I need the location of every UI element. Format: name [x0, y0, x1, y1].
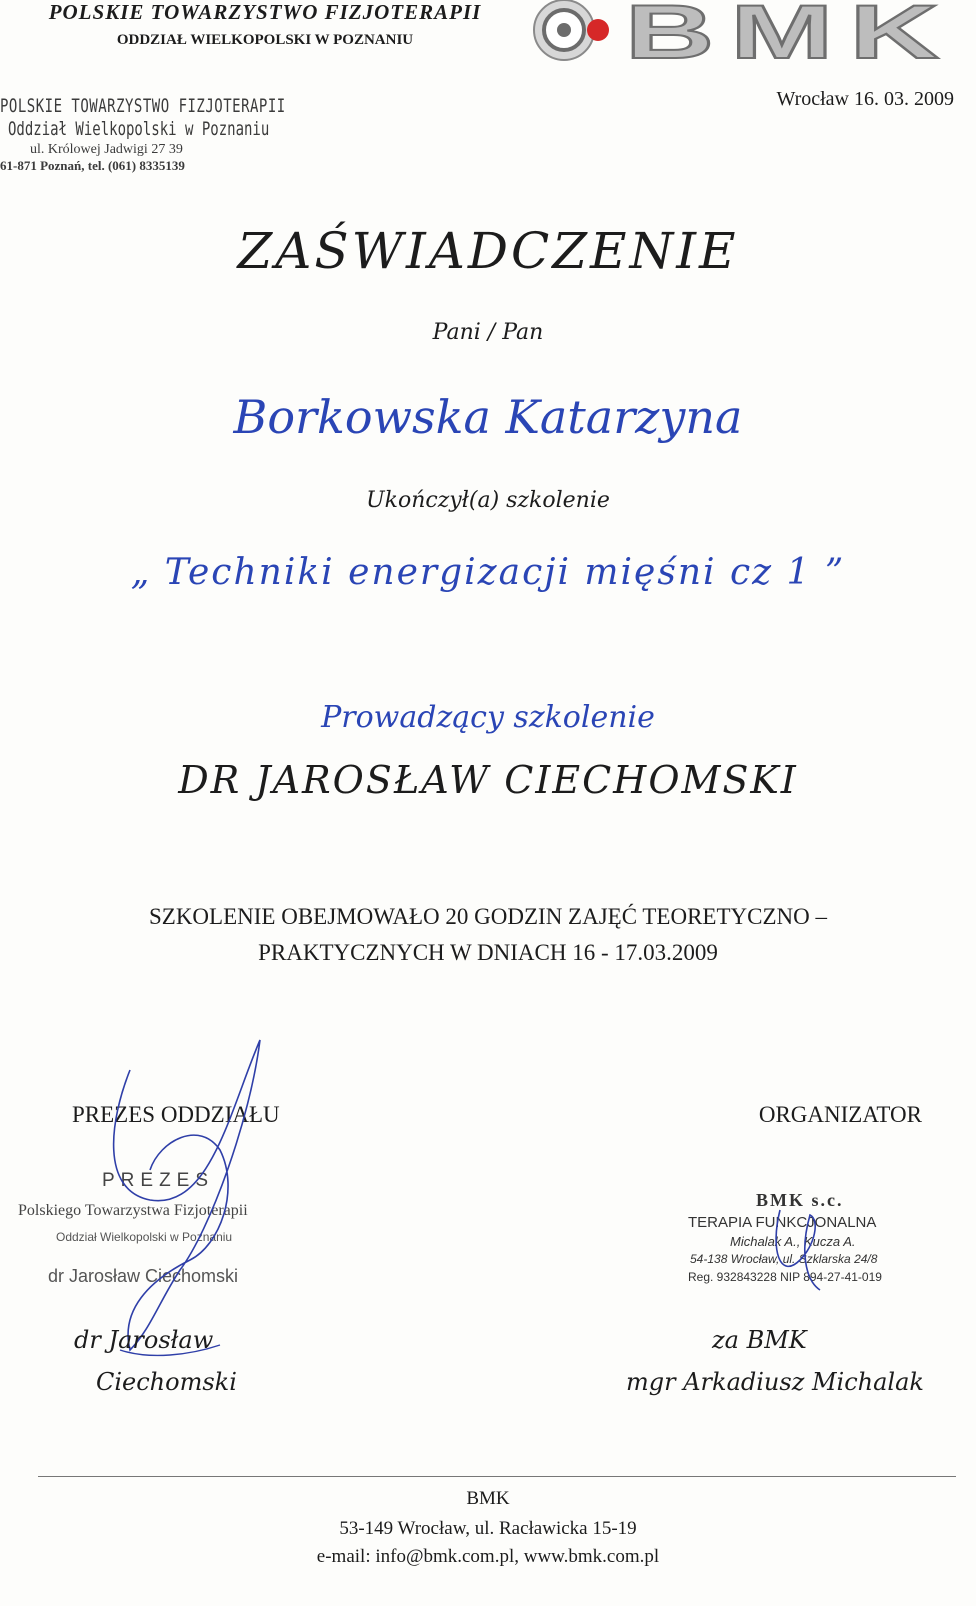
right-signatory-name: mgr Arkadiusz Michalak [626, 1368, 924, 1396]
footer-company: BMK [466, 1488, 510, 1509]
salutation: Pani / Pan [432, 320, 544, 345]
stamp-line: ul. Królowej Jadwigi 27 39 [30, 142, 183, 157]
issue-date: Wrocław 16. 03. 2009 [776, 88, 954, 110]
stamp-line: Oddział Wielkopolski w Poznaniu [56, 1230, 233, 1244]
logo-target-icon [534, 0, 609, 60]
handwritten-signature [90, 1030, 290, 1370]
footer-divider [38, 1476, 956, 1477]
training-info-line: SZKOLENIE OBEJMOWAŁO 20 GODZIN ZAJĘĆ TEORETYCZNO – [148, 904, 828, 929]
stamp-line: dr Jarosław Ciechomski [48, 1266, 239, 1286]
organization-stamp [0, 96, 286, 174]
logo-wordmark [625, 0, 955, 72]
stamp-line: Reg. 932843228 NIP 894-27-41-019 [688, 1270, 882, 1284]
completion-text: Ukończył(a) szkolenie [366, 488, 610, 513]
left-signatory-name: Ciechomski [96, 1368, 237, 1396]
right-signatory-name: za BMK [712, 1326, 807, 1354]
trainer-name: DR JAROSŁAW CIECHOMSKI [178, 758, 798, 802]
stamp-line: 61-871 Poznań, tel. (061) 8335139 [0, 158, 185, 173]
footer-contact: e-mail: info@bmk.com.pl, www.bmk.com.pl [316, 1546, 660, 1567]
footer-address: 53-149 Wrocław, ul. Racławicka 15-19 [339, 1518, 637, 1539]
training-info-line: PRAKTYCZNYCH W DNIACH 16 - 17.03.2009 [258, 940, 718, 965]
stamp-line: Michalak A., Kucza A. [730, 1234, 856, 1249]
stamp-line: PREZES [102, 1170, 215, 1191]
stamp-line: Oddział Wielkopolski w Poznaniu [8, 119, 270, 141]
stamp-line: 54-138 Wrocław, ul. Szklarska 24/8 [690, 1252, 878, 1266]
right-signatory-role: ORGANIZATOR [758, 1102, 922, 1127]
stamp-line: POLSKIE TOWARZYSTWO FIZJOTERAPII [0, 96, 286, 118]
stamp-line: Polskiego Towarzystwa Fizjoterapii [18, 1202, 248, 1219]
organization-title: POLSKIE TOWARZYSTWO FIZJOTERAPII [48, 0, 482, 24]
certificate-title: ZAŚWIADCZENIE [237, 222, 739, 280]
stamp-line: TERAPIA FUNKCJONALNA [688, 1214, 877, 1231]
organization-branch: ODDZIAŁ WIELKOPOLSKI W POZNANIU [116, 32, 414, 48]
handwritten-initials [760, 1190, 840, 1300]
left-signatory-name: dr Jarosław [74, 1326, 214, 1354]
trainer-label: Prowadzący szkolenie [321, 700, 655, 735]
logo-text: BMK [625, 0, 955, 72]
bmk-logo [530, 0, 970, 72]
stamp-line: BMK s.c. [756, 1190, 844, 1210]
left-signatory-role: PREZES ODDZIAŁU [72, 1102, 280, 1127]
recipient-name: Borkowska Katarzyna [233, 390, 743, 444]
course-name: „ Techniki energizacji mięśni cz 1 ” [130, 552, 846, 593]
